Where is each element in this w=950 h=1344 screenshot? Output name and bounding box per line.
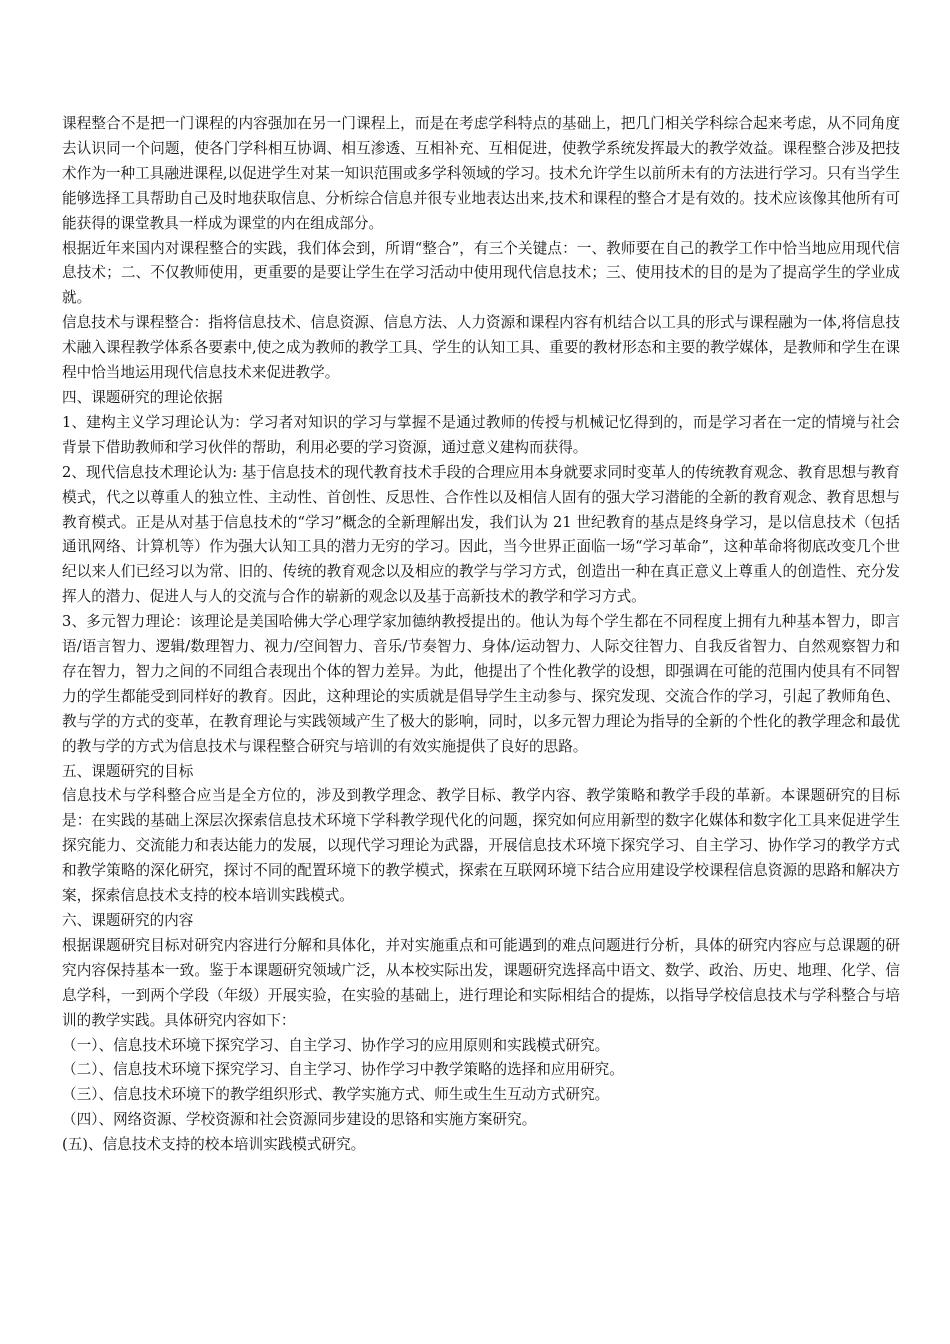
heading-section-4: 四、课题研究的理论依据 bbox=[62, 388, 223, 406]
paragraph-constructivism: 1、建构主义学习理论认为：学习者对知识的学习与掌握不是通过教师的传授与机械记忆得到的，而是学习者在一定的情境与社会背景下借助教师和学习伙伴的帮助，利用必要的学习资源，通过意义建构而获得。 bbox=[62, 413, 900, 456]
paragraph-three-key-points: 根据近年来国内对课程整合的实践，我们体会到，所谓“整合”，有三个关键点：一、教师要在自己的教学工作中恰当地应用现代信息技术；二、不仅教师使用，更重要的是要让学生在学习活动中使用现代信息技术；三、使用技术的目的是为了提高学生的学业成就。 bbox=[62, 239, 900, 307]
paragraph-research-content: 根据课题研究目标对研究内容进行分解和具体化，并对实施重点和可能遇到的难点问题进行分析，具体的研究内容应与总课题的研究内容保持基本一致。鉴于本课题研究领域广泛，从本校实际出发，课题研究选择高中语文、数学、政治、历史、地理、化学、信息学科，一到两个学段（年级）开展实验，在实验的基础上，进行理论和实际相结合的提炼，以指导学校信息技术与学科整合与培训的教学实践。具体研究内容如下： bbox=[62, 936, 900, 1029]
list-item-5: (五)、信息技术支持的校本培训实践模式研究。 bbox=[62, 1136, 366, 1154]
heading-section-6: 六、课题研究的内容 bbox=[62, 912, 194, 929]
document-page bbox=[62, 112, 900, 1158]
paragraph-curriculum-integration-definition: 课程整合不是把一门课程的内容强加在另一门课程上，而是在考虑学科特点的基础上，把几门相关学科综合起来考虑，从不同角度去认识同一个问题，使各门学科相互协调、相互渗透、互相补充、互相促进，使教学系统发挥最大的教学效益。课程整合涉及把技术作为一种工具融进课程,以促进学生对某一知识范围或多学科领域的学习。技术允许学生以前所未有的方法进行学习。只有当学生能够选择工具帮助自己及时地获取信息、分析综合信息并很专业地表达出来,技术和课程的整合才是有效的。技术应该像其他所有可能获得的课堂教具一样成为课堂的内在组成部分。 bbox=[62, 115, 900, 232]
list-item-3: （三）、信息技术环境下的教学组织形式、教学实施方式、师生或生生互动方式研究。 bbox=[62, 1086, 610, 1104]
list-item-1: （一）、信息技术环境下探究学习、自主学习、协作学习的应用原则和实践模式研究。 bbox=[62, 1036, 610, 1054]
paragraph-modern-it-theory: 2、现代信息技术理论认为: 基于信息技术的现代教育技术手段的合理应用本身就要求同时变革人的传统教育观念、教育思想与教育模式，代之以尊重人的独立性、主动性、首创性、反思性、合作性以及相信人固有的强大学习潜能的全新的教育观念、教育思想与教育模式。正是从对基于信息技术的“学习”概念的全新理解出发，我们认为 21 世纪教育的基点是终身学习，是以信息技术（包括通讯网络、计算机等）作为强大认知工具的潜力无穷的学习。因此，当今世界正面临一场“学习革命”，这种革命将彻底改变几个世纪以来人们已经习以为常、旧的、传统的教育观念以及相应的教学与学习方式，创造出一种在真正意义上尊重人的创造性、充分发挥人的潜力、促进人与人的交流与合作的崭新的观念以及基于高新技术的教学和学习方式。 bbox=[62, 463, 900, 606]
list-item-2: （二）、信息技术环境下探究学习、自主学习、协作学习中教学策略的选择和应用研究。 bbox=[62, 1061, 624, 1079]
paragraph-research-goals: 信息技术与学科整合应当是全方位的，涉及到教学理念、教学目标、教学内容、教学策略和教学手段的革新。本课题研究的目标是：在实践的基础上深层次探索信息技术环境下学科教学现代化的问题，探究如何应用新型的数字化媒体和数字化工具来促进学生探究能力、交流能力和表达能力的发展，以现代学习理论为武器，开展信息技术环境下探究学习、自主学习、协作学习的教学方式和教学策略的深化研究，探讨不同的配置环境下的教学模式，探索在互联网环境下结合应用建设学校课程信息资源的思路和解决方案，探索信息技术支持的校本培训实践模式。 bbox=[62, 787, 900, 905]
paragraph-it-curriculum-integration: 信息技术与课程整合：指将信息技术、信息资源、信息方法、人力资源和课程内容有机结合以工具的形式与课程融为一体,将信息技术融入课程教学体系各要素中,使之成为教师的教学工具、学生的认知工具、重要的教材形态和主要的教学媒体，是教师和学生在课程中恰当地运用现代信息技术来促进教学。 bbox=[62, 314, 900, 382]
heading-section-5: 五、课题研究的目标 bbox=[62, 762, 194, 780]
paragraph-multiple-intelligences: 3、多元智力理论：该理论是美国哈佛大学心理学家加德纳教授提出的。他认为每个学生都在不同程度上拥有九种基本智力，即言语/语言智力、逻辑/数理智力、视力/空间智力、音乐/节奏智力、身体/运动智力、人际交往智力、自我反省智力、自然观察智力和存在智力，智力之间的不同组合表现出个体的智力差异。为此，他提出了个性化教学的设想，即强调在可能的范围内使具有不同智力的学生都能受到同样好的教育。因此，这种理论的实质就是倡导学生主动参与、探究发现、交流合作的学习，引起了教师角色、教与学的方式的变革，在教育理论与实践领域产生了极大的影响，同时，以多元智力理论为指导的全新的个性化的教学理念和最优的教与学的方式为信息技术与课程整合研究与培训的有效实施提供了良好的思路。 bbox=[62, 613, 900, 755]
list-item-4: （四）、网络资源、学校资源和社会资源同步建设的思铬和实施方案研究。 bbox=[62, 1111, 537, 1129]
